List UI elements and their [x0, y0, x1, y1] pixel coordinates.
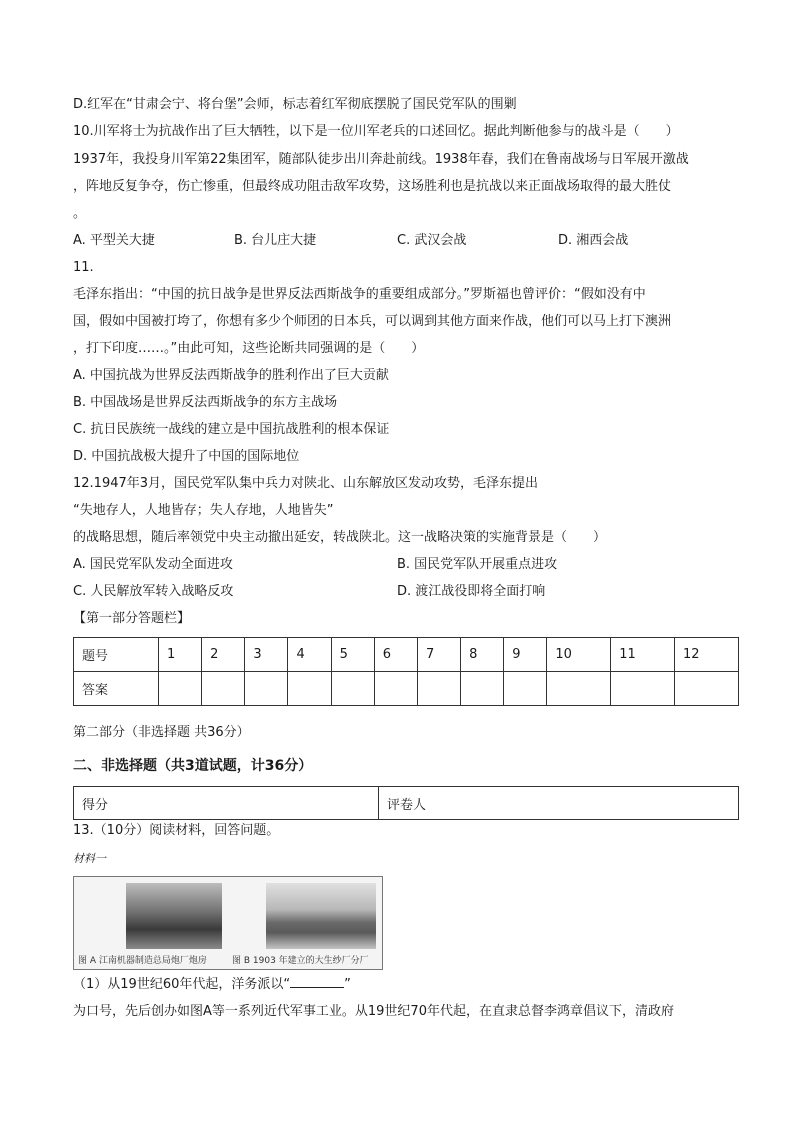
- question-number-cell: 2: [202, 638, 245, 672]
- q13-stem: 13.（10分）阅读材料，回答问题。: [73, 823, 280, 838]
- q10-option-c: C. 武汉会战: [397, 233, 467, 248]
- q12-line-1: 的战略思想，随后率领党中央主动撤出延安，转战陕北。这一战略决策的实施背景是（ ）: [73, 530, 607, 545]
- q13-1-quote-end: ”: [344, 977, 351, 992]
- answer-cell[interactable]: [202, 672, 245, 706]
- q12-option-a: A. 国民党军队发动全面进攻: [73, 557, 233, 572]
- score-table: [73, 786, 739, 820]
- q13-1-prefix: （1）从19世纪60年代起，洋务派以“: [73, 977, 291, 992]
- q11-option-a: A. 中国抗战为世界反法西斯战争的胜利作出了巨大贡献: [73, 368, 389, 383]
- q11-line-1: 毛泽东指出：“中国的抗日战争是世界反法西斯战争的重要组成部分。”罗斯福也曾评价：“假如没有中: [73, 287, 646, 302]
- answer-cell[interactable]: [611, 672, 675, 706]
- answer-cell[interactable]: [288, 672, 331, 706]
- question-number-cell: 9: [504, 638, 547, 672]
- number-row-label: 题号: [74, 638, 159, 672]
- answer-table-number-row: [74, 638, 739, 672]
- q12-option-b: B. 国民党军队开展重点进攻: [397, 557, 558, 572]
- q11-option-b: B. 中国战场是世界反法西斯战争的东方主战场: [73, 395, 338, 410]
- score-label: 得分: [74, 787, 379, 820]
- answer-cell[interactable]: [461, 672, 504, 706]
- answer-cell[interactable]: [159, 672, 202, 706]
- q10-stem: 10.川军将士为抗战作出了巨大牺牲，以下是一位川军老兵的口述回忆。据此判断他参与的战斗是（ ）: [73, 124, 679, 139]
- question-number-cell: 4: [288, 638, 331, 672]
- answer-cell[interactable]: [245, 672, 288, 706]
- figure-b-photo: [266, 883, 376, 949]
- answer-cell[interactable]: [374, 672, 417, 706]
- question-number-cell: 5: [331, 638, 374, 672]
- q13-1-line-1: [73, 975, 351, 994]
- q10-material-line-2: ，阵地反复争夺，伤亡惨重，但最终成功阻击敌军攻势，这场胜利也是抗战以来正面战场取得的最大胜仗: [73, 179, 672, 194]
- question-number-cell: 3: [245, 638, 288, 672]
- answer-cell[interactable]: [504, 672, 547, 706]
- q10-option-b: B. 台儿庄大捷: [234, 233, 317, 248]
- figure-a-photo: [126, 883, 222, 949]
- question-number-cell: 11: [611, 638, 675, 672]
- question-number-cell: 12: [675, 638, 739, 672]
- q10-option-a: A. 平型关大捷: [73, 233, 155, 248]
- q10-material-line-3: 。: [73, 206, 87, 221]
- question-number-cell: 6: [374, 638, 417, 672]
- question-number-cell: 10: [547, 638, 611, 672]
- section-two-title: 二、非选择题（共3道试题，计36分）: [73, 758, 313, 774]
- q9-option-d: D.红军在“甘肃会宁、将台堡”会师，标志着红军彻底摆脱了国民党军队的围剿: [73, 97, 517, 112]
- answer-cell[interactable]: [417, 672, 460, 706]
- q11-line-2: 国，假如中国被打垮了，你想有多少个师团的日本兵，可以调到其他方面来作战，他们可以马上打下澳洲: [73, 314, 672, 329]
- figure-a-caption: 图 A 江南机器制造总局炮厂炮房: [78, 956, 207, 966]
- part-two-heading: 第二部分（非选择题 共36分）: [73, 725, 250, 740]
- figure-b-caption: 图 B 1903 年建立的大生纱厂分厂: [232, 956, 369, 966]
- question-number-cell: 1: [159, 638, 202, 672]
- question-number-cell: 8: [461, 638, 504, 672]
- fill-in-blank[interactable]: [290, 975, 344, 988]
- q11-option-c: C. 抗日民族统一战线的建立是中国抗战胜利的根本保证: [73, 422, 390, 437]
- grader-label: 评卷人: [379, 787, 739, 820]
- q11-number: 11.: [73, 260, 94, 275]
- q10-material-line-1: 1937年，我投身川军第22集团军，随部队徒步出川奔赴前线。1938年春，我们在鲁南战场与日军展开激战: [73, 152, 689, 167]
- q11-line-3: ，打下印度……。”由此可知，这些论断共同强调的是（ ）: [73, 341, 425, 356]
- answer-table-answer-row: [74, 672, 739, 706]
- q11-option-d: D. 中国抗战极大提升了中国的国际地位: [73, 449, 300, 464]
- q12-stem: 12.1947年3月，国民党军队集中兵力对陕北、山东解放区发动攻势，毛泽东提出: [73, 476, 539, 491]
- q10-option-d: D. 湘西会战: [558, 233, 629, 248]
- q12-option-d: D. 渡江战役即将全面打响: [397, 584, 546, 599]
- answer-section-header: 【第一部分答题栏】: [73, 611, 191, 626]
- answer-cell[interactable]: [331, 672, 374, 706]
- q12-option-c: C. 人民解放军转入战略反攻: [73, 584, 234, 599]
- material-one-label: 材料一: [73, 852, 106, 865]
- answer-row-label: 答案: [74, 672, 159, 706]
- answer-cell[interactable]: [547, 672, 611, 706]
- question-number-cell: 7: [417, 638, 460, 672]
- q12-quote: “失地存人，人地皆存；失人存地，人地皆失”: [73, 503, 334, 518]
- q13-1-line-2: 为口号，先后创办如图A等一系列近代军事工业。从19世纪70年代起，在直隶总督李鸿章倡议下，清政府: [73, 1004, 674, 1019]
- answer-table: [73, 637, 739, 706]
- material-figure: [73, 876, 383, 970]
- answer-cell[interactable]: [675, 672, 739, 706]
